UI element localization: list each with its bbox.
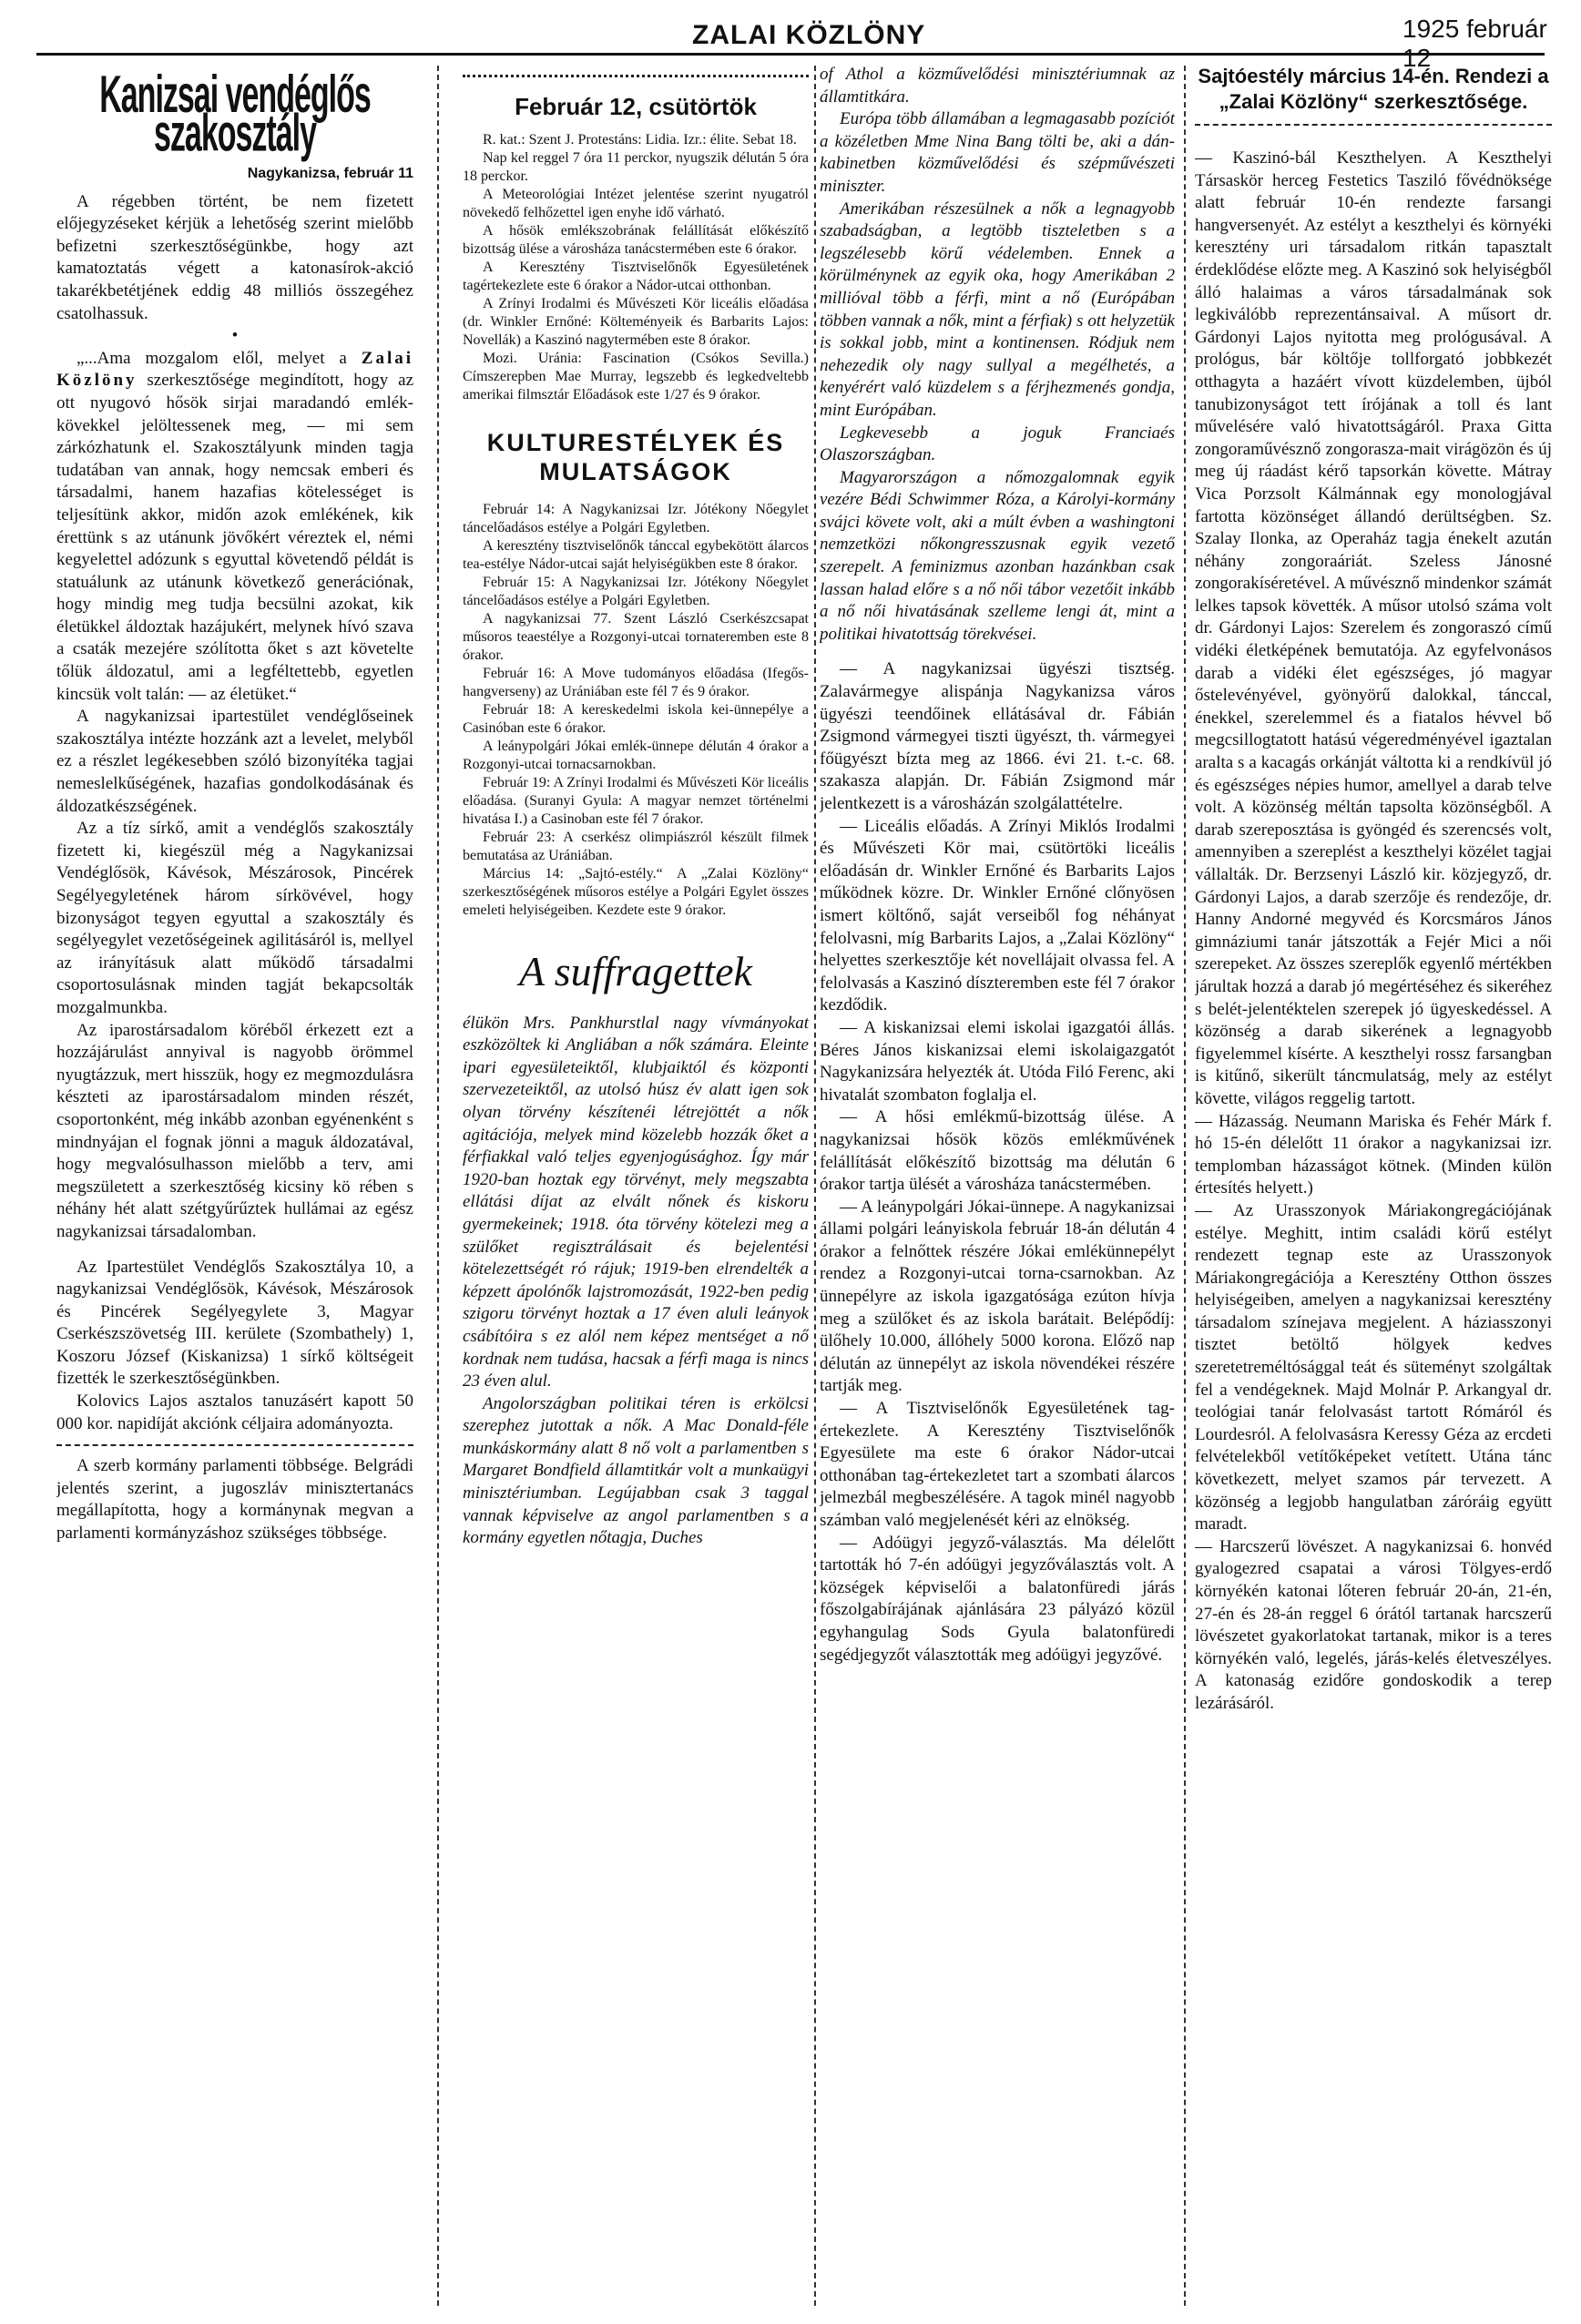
article-paragraph: Angolországban politikai téren is erkölcsi szerephez jutottak a nők. A Mac Donald-féle munkáskormány alatt 8 nő volt a parlamentben s Margaret Bondfield államtitkár volt a munkaügyi minisztériumban. Legújabban csak 3 taggal vannak képviselve az angol parlamentben s a kormány egyetlen nőtagja, Duches (463, 1393, 809, 1548)
event-entry: Február 14: A Nagykanizsai Izr. Jótékony Nőegylet táncelőadásos estélye a Polgári Egyletben. (463, 501, 809, 535)
column-divider (437, 66, 439, 2306)
article-paragraph: élükön Mrs. Pankhurstlal nagy vívmányokat eszközöltek ki Angliában a nők számára. Eleinte ipari egyesületeiktől, klubjaiktól és központi szervezeteiktől, az utolsó húsz év alatt igen sok olyan törvény készítenéi létrejöttét a nők agitációja, melyek mind közelebb hozzák őket a férfiakkal való teljes egyenjogúsághoz. Így már 1920-ban hoztak egy törvényt, mely megszabta ellátási díjat az elvált nőnek és kiskoru gyermekeinek; 1918. óta törvény kötelezi meg a szülőket regisztrálásait és bejelentési kötelezettségét ró rájuk; 1919-ben elrendelték a képzett ápolónők lajstromozását, 1922-ben pedig szigoru törvényt hoztak a 17 éven aluli leányok csábítóira s ez alól nem képez mentséget a nő kordnak nem tudása, hacsak a férfi maga is nincs 23 éven alul. (463, 1013, 809, 1391)
event-entry: Február 16: A Move tudományos előadása (Ifegős-hangverseny) az Urániában este fél 7 és 9 órakor. (463, 665, 809, 699)
calendar-entry: Nap kel reggel 7 óra 11 perckor, nyugszik délután 5 óra 18 perckor. (463, 149, 809, 184)
article-dateline: Nagykanizsa, február 11 (247, 166, 413, 181)
article-paragraph: A régebben történt, be nem fizetett előjegyzéseket kérjük a lehetőség szerint mielőbb befizetni szerkesztőségünkbe, hogy azt kamatoztatás végett a katonasírok-akció takarékbetétjének eddig 48 milliós összegéhez csatolhassuk. (56, 191, 413, 323)
quote-start: „...Ama mozgalom elől, melyet a (76, 348, 362, 368)
event-entry: A nagykanizsai 77. Szent László Cserkészcsapat műsoros teaestélye a Rozgonyi-utcai tornateremben este 8 órakor. (463, 610, 809, 663)
article-paragraph: Európa több államában a legmagasabb pozíciót a közéletben Mme Nina Bang tölti be, aki a dán-kabinetben közművelődési és szépművészeti miniszter. (820, 109, 1175, 196)
news-item: — Adóügyi jegyző-választás. Ma délelőtt tartották hó 7-én adóügyi jegyzőválasztás volt. A községek képviselői a balatonfüredi járás főszolgabírájának ajánlására 23 pályázó közül egyhangulag Sods Gyula balatonfüredi segédjegyzőt választották meg adóügyi jegyzővé. (820, 1533, 1175, 1665)
quote-rest: szerkesztősége megindított, hogy az ott nyugovó hősök sirjai maradandó emlék-kövekkel jelöltessenek meg, — mi sem zárkózhatunk el. Szakosztályunk minden tagja tudatában van annak, hogy nemcsak emberi és társadalmi, hanem hazafias kötelességet is teljesítünk akkor, midőn azok emlékének, kik érettünk s az utánunk jövőkért véreztek el, némi kegyelettel adózunk s egyuttal követendő példát is statuálunk az utánunk következő generációnak, hogy mindig meg tudja becsülni azokat, kik életükkel áldoztak hazájukért, melynek hívó szava a csaták mezejére szólította őket s azt követelte tőlük áldozatul, ami a legféltettebb, egyetlen kincsük volt talán: — az életüket.“ (56, 371, 413, 704)
article-headline: Kanizsai vendéglős szakosztály (99, 66, 371, 163)
page-header (0, 0, 1581, 72)
issue-date: 1925 február 12 (1402, 15, 1547, 72)
calendar-entry: A Zrínyi Irodalmi és Művészeti Kör liceális előadása (dr. Winkler Ernőné: Költeményeik és Barbarits Lajos: Novellák) a Kaszinó nagytermében este 8 órakor. (463, 295, 809, 348)
column-1 (56, 64, 413, 1545)
calendar-entry: R. kat.: Szent J. Protestáns: Lidia. Izr.: élite. Sebat 18. (483, 131, 797, 148)
article-paragraph: of Athol a közművelődési minisztériumnak az államtitkára. (820, 65, 1175, 107)
newspaper-name: Zalai Közlöny (56, 348, 413, 391)
divider (56, 1444, 413, 1446)
article-paragraph: Legkevesebb a joguk Franciaés Olaszországban. (820, 423, 1175, 465)
header-rule (36, 53, 1545, 56)
calendar-entry: Mozi. Uránia: Fascination (Csókos Sevilla.) Címszerepben Mae Murray, legszebb és legkedveltebb amerikai filmsztár Előadások este 1/27 és 9 órakor. (463, 350, 809, 403)
news-item: — A hősi emlékmű-bizottság ülése. A nagykanizsai hősök közös emlékművének felállítását előkészítő bizottság ma délután 6 órakor tartja ülését a városháza tanácstermében. (820, 1107, 1175, 1195)
event-entry: Február 15: A Nagykanizsai Izr. Jótékony Nőegylet táncelőadásos estélye a Polgári Egyletben. (463, 574, 809, 608)
column-2 (463, 64, 809, 1550)
column-divider (1184, 66, 1186, 2306)
article-paragraph: Az iparostársadalom köréből érkezett ezt a hozzájárulást annyival is nagyobb örömmel nyugtázzuk, mert hisszük, hogy ez megmozdulásra készteti az iparostársadalom minden részét, csoportonként, még inkább azonban egyénenként s mindnyájan el fognak jönni a maguk áldozatával, hogy megvalósulhasson mielőbb a terv, ami megszületett a szerkesztőség kicsiny kö rében s néhány hét alatt szétgyűrűztek hullámai az egész nagykanizsai társadalomban. (56, 1020, 413, 1241)
news-item: — A leánypolgári Jókai-ünnepe. A nagykanizsai állami polgári leányiskola február 18-án délután 4 órakor a felnőttek részére Jókai emlékünnepélyt rendez a Rozgonyi-utcai torna-csarnokban. Az ünnepélyre az iskola igazgatósága ezúton hívja meg a szülőket és az iskola barátait. Belépődíj: ülőhely 10.000, állóhely 5000 korona. Előző nap délután az ünnepélyt az iskola növendékei részére tartják meg. (820, 1197, 1175, 1396)
donation-list: Az Ipartestület Vendéglős Szakosztálya 10, a nagykanizsai Vendéglősök, Kávésok, Mészárosok és Pincérek Segélyegylete 3, Magyar Cserkészszövetség III. kerülete (Szombathely) 1, Koszoru József (Kiskanizsa) 1 sírkő költségeit fizették le szerkesztőségünkben. (56, 1257, 413, 1389)
news-item: — A nagykanizsai ügyészi tisztség. Zalavármegye alispánja Nagykanizsa város ügyészi teendőinek ellátásával dr. Fábián Zsigmond vármegyei tiszti ügyészt, th. vármegyei főügyészt bízta meg az 1866. évi 21. t.-c. 68. szakasza alapján. Dr. Fábián Zsigmond már jelentkezett is a városházán szolgálattételre. (820, 659, 1175, 813)
article-paragraph: Amerikában részesülnek a nők a legnagyobb szabadságban, a legtöbb tiszteletben s a legszélesebb körű védelemben. Ennek a körülménynek az egyik oka, hogy Amerikában 2 millióval több a férfi, mint a nő (Európában többen vannak a nők, mint a férfiak) s ott helyzetük is sokkal jobb, mint a kontinensen. Ródjuk nem nehezedik oly nagy sullyal a megélhetés, a kenyérért való küzdelem s a férjhezmenés gondja, mint Európában. (820, 199, 1175, 420)
article-paragraph: Az a tíz sírkő, amit a vendéglős szakosztály fizetett ki, kiegészül még a Nagykanizsai Vendéglősök, Kávésok, Mészárosok, Pincérek Segélyegyletének három sírkövével, hogy bizonyságot tegyen egyuttal a szakosztály és segélyegylet vezetőségeinek agilitásáról is, mellyel az irányításuk alatt működő társadalmi csoportosulásnak minden tagját bekapcsolták mozgalmunkba. (56, 819, 413, 1017)
column-divider (814, 66, 816, 2306)
news-item: — Házasság. Neumann Mariska és Fehér Márk f. hó 15-én délelőtt 11 órakor a nagykanizsai izr. templomban házasságot kötnek. (Minden külön értesítés helyett.) (1195, 1111, 1552, 1198)
calendar-entry: A Meteorológiai Intézet jelentése szerint nyugatról növekedő felhőzettel igen enyhe idő várható. (463, 186, 809, 220)
event-entry: A leánypolgári Jókai emlék-ünnepe délután 4 órakor a Rozgonyi-utcai tornacsarnokban. (463, 738, 809, 772)
article-paragraph: A nagykanizsai ipartestület vendéglőseinek szakosztálya intézte hozzánk azt a levelet, melyből ez a részlet legékesebben szóló bizonyítéka tagjai nemeslelkűségének, hazafias gondolkodásának és áldozatkészségének. (56, 707, 413, 816)
news-item: — Liceális előadás. A Zrínyi Miklós Irodalmi és Művészeti Kör mai, csütörtöki liceális előadásán dr. Winkler Ernőné és Barbarits Lajos működnek közre. Dr. Winkler Ernőné clőnyösen ismert költőnő, saját verseiből fog néhányat felolvasni, míg Barbarits Lajos, a „Zalai Közlöny“ helyettes szerkesztője két novellájait olvassa fel. A felolvasás a Kaszinó díszteremben este fél 7 órakor kezdődik. (820, 816, 1175, 1015)
calendar-title: Február 12, csütörtök (515, 93, 757, 120)
article-headline-suffragettes: A suffragettek (519, 947, 752, 994)
calendar-entry: A Keresztény Tisztviselőnők Egyesületének tagértekezlete este 6 órakor a Nádor-utcai otthonban. (463, 259, 809, 293)
section-title: KULTURESTÉLYEK ÉS MULATSÁGOK (486, 428, 785, 485)
calendar-top-rule (463, 75, 809, 77)
column-4 (1195, 64, 1552, 1716)
donation-note: Kolovics Lajos asztalos tanuzásért kapott 50 000 kor. napidíját akciónk céljaira adományozta. (56, 1391, 413, 1433)
quote-paragraph (56, 348, 413, 707)
divider (1195, 124, 1552, 126)
event-entry: Március 14: „Sajtó-estély.“ A „Zalai Közlöny“ szerkesztőségének műsoros estélye a Polgári Egylet összes emeleti helyiségeiben. Kezdete este 9 órakor. (463, 865, 809, 918)
news-item: — A kiskanizsai elemi iskolai igazgatói állás. Béres János kiskanizsai elemi iskolaigazgatót Nagykanizsára helyezték át. Utóda Filó Ferenc, aki hivatalát szombaton foglalja el. (820, 1017, 1175, 1105)
press-ball-notice: Sajtóestély március 14-én. Rendezi a „Zalai Közlöny“ szerkesztősége. (1198, 65, 1549, 113)
event-entry: Február 23: A cserkész olimpiászról készült filmek bemutatása az Urániában. (463, 829, 809, 863)
article-paragraph: Magyarországon a nőmozgalomnak egyik vezére Bédi Schwimmer Róza, a Károlyi-kormány svájci követe volt, aki a múlt évben a washingtoni nemzetközi nőkongresszusnak egyik vezető szerepelt. A feminizmus azonban hazánkban csak lassan halad előre s a nő női tábor vezetőit inkább a nő női hivatásának szelleme lengi át, mint a politikai hivatottság törekvései. (820, 467, 1175, 644)
news-item: — Az Urasszonyok Máriakongregációjának estélye. Meghitt, intim családi körű estélyt rendezett tegnap este az Urasszonyok Máriakongregációja a Keresztény Otthon összes helyiségeiben, amelyen a nagykanizsai keresztény társadalom színejava megjelent. A háziasszonyi tisztet betöltő hölgyek kedves szeretetreméltósággal teát és süteményt szolgáltak fel a vendégeknek. Majd Molnár P. Arkangyal dr. teológiai tanár felolvasást tartott Rómáról és Lourdesról. A felolvasásra Keressy Géza az ercdeti felvételekből vetítőképeket vetített. Utána tánc következett, melyet szamos pár tervezett. A közönség a legjobb hangulatban záróráig együtt maradt. (1195, 1200, 1552, 1534)
event-entry: Február 18: A kereskedelmi iskola kei-ünnepélye a Casinóban este 6 órakor. (463, 701, 809, 736)
event-entry: Február 19: A Zrínyi Irodalmi és Művészeti Kör liceális előadása. (Suranyi Gyula: A magyar nemzet történelmi hivatása I.) a Casinoban este fél 7 órakor. (463, 774, 809, 827)
separator-bullet: • (231, 326, 239, 346)
column-3 (820, 64, 1175, 1667)
news-item: — A Tisztviselőnők Egyesületének tag-értekezlete. A Keresztény Tisztviselőnők Egyesülete ma este 6 órakor Nádor-utcai otthonában tag-értekezletet tart a szombati álarcos jelmezbál megbeszélésére. A tagok minél nagyobb számban való megjelenését kéri az elnökség. (820, 1399, 1175, 1530)
event-entry: A keresztény tisztviselőnők tánccal egybekötött álarcos tea-estélye Nádor-utcai saját helyiségükben este 8 órakor. (463, 537, 809, 572)
newspaper-title: ZALAI KÖZLÖNY (692, 20, 926, 50)
news-item: — Harcszerű lövészet. A nagykanizsai 6. honvéd gyalogezred csapatai a városi Tölgyes-erdő környékén katonai lőteren február 20-án, 21-én, 27-én és 28-án reggel 6 órától tartanak harcszerű lövészetet gyakorlatokat tartanak, mikor is a teres környékén való, legelés, járás-kelés életveszélyes. A katonaság ezidőre gondoskodik a terep lezárásáról. (1195, 1536, 1552, 1713)
news-item: — Kaszinó-bál Keszthelyen. A Keszthelyi Társaskör herceg Festetics Tasziló fővédnöksége alatt február 10-én rendezte farsangi hangversenyét. Az estélyt a keszthelyi és környéki keresztény uri társadalom ritkán tapasztalt érdeklődése előzte meg. A Kaszinó sok helyiségből álló halaimas a város társadalmának sok legkiválóbb reprezentánsaival. A műsort dr. Gárdonyi Lajos nyitotta meg prológusával. A prológus, bár költője tollforgató jobbkezét otthagyta a hazáért vívott küzdelemben, üjból tanubizonyságot tett írójának a toll és lant művelésére való hivatottságáról. Praxa Gitta zongoraművésznő zongorasza-mait virágözön és új meg új ráadást kérő tapsorkán követte. Mátray Vica Porzsolt Kálmánnak egy monologjával fartotta közönséget állandó derültségben. Sz. Szalay Ilonka, az Operaház tagja énekelt azután néhány zongoraáriát. Szeless Jánosné zongorakíséretével. A művésznő mindenkor számát lelkes tapsok követték. A műsor utolsó száma volt dr. Gárdonyi Lajos: Szerelem és zongoraszó című vidéki életképének bemutatója. Az egyfelvonásos darab a vidéki élet egészséges, jó magyar őstelevényével, gyönyörű dalokkal, tánccal, énekkel, szerelemmel és a fiatalos hévvel bő megcsillogtatott hatású végeredményével igaztalan aralta s a kacagás orkánját váltotta ki a rendkívül jó és egészséges népies humor, amellyel a darab telve volt. A közönség méltán tapsolta közönségből. A darab szereposztása is gyöngéd és szerencsés volt, amennyiben a szereplést a keszthelyi közélet tagjai vállalták. Dr. Berzsenyi László kir. közjegyző, dr. Gárdonyi Lajos, a darab szerzője és rendezője, dr. Hanny Andorné megyvéd és Korcsmáros János gimnáziumi tanár játszották a Fejér Mici a női szerepeket. Az összes szereplők egyenlő mértékben járultak hozzá a darab jó megértéséhez és sikeréhez s belét-jelentéktelen szerepek jó ügyeskedéssel. A közönség a darab sikerének a legnagyobb figyelemmel kísérte. A keszthelyi rossz farsangban is kitűnő, sikerült táncmulatság, mely az estélyt követte, világos reggelig tartott. (1195, 148, 1552, 1108)
news-item-serb-government: A szerb kormány parlamenti többsége. Belgrádi jelentés szerint, a jugoszláv minisztertanács megállapította, hogy a kormánynak megvan a parlamenti kormányzáshoz szükséges többsége. (56, 1456, 413, 1544)
calendar-entry: A hősök emlékszobrának felállítását előkészítő bizottság ülése a városháza tanácstermében este 6 órakor. (463, 222, 809, 257)
